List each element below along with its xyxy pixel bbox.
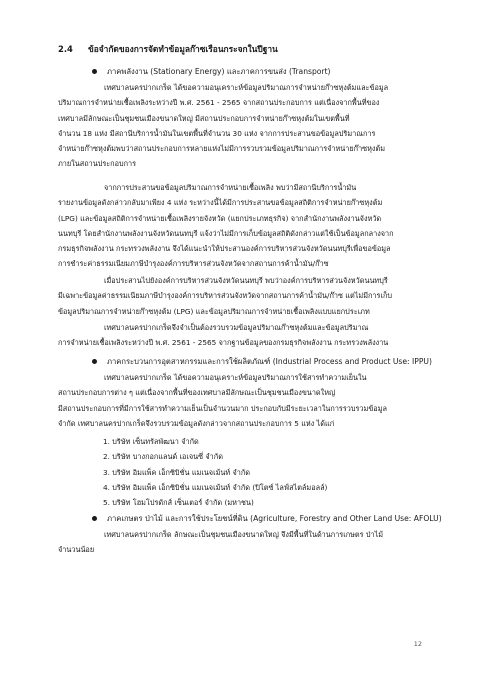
section-title: ข้อจำกัดของการจัดทำข้อมูลก๊าซเรือนกระจกในปีฐาน	[88, 44, 278, 54]
text-line: มีเฉพาะข้อมูลค่าธรรมเนียมภาษีบำรุงองค์การบริหารส่วนจังหวัดจากสถานการค้าน้ำมัน/ก๊าซ แต่ไม่มีการเก็บ	[58, 291, 392, 301]
text-line: เมื่อประสานไปยังองค์การบริหารส่วนจังหวัดนนทบุรี พบว่าองค์การบริหารส่วนจังหวัดนนทบุรี	[104, 276, 388, 285]
bullet-ippu-text: ภาคกระบวนการอุตสาหกรรมและการใช้ผลิตภัณฑ์ (Industrial Process and Product Use: IPPU)	[107, 357, 432, 366]
page-number: 12	[413, 640, 422, 648]
bullet-dot-icon	[92, 516, 97, 521]
bullet-afolu-text: ภาคเกษตร ป่าไม้ และการใช้ประโยชน์ที่ดิน (Agriculture, Forestry and Other Land Use: AFOLU)	[107, 514, 442, 523]
text-line: เทศบาลมีลักษณะเป็นชุมชนเมืองขนาดใหญ่ มีสถานประกอบการจำหน่ายก๊าซหุงต้มในเขตพื้นที่	[58, 113, 350, 123]
text-line: จำนวนน้อย	[58, 545, 95, 555]
text-line: เทศบาลนครปากเกร็ด ได้ขอความอนุเคราะห์ข้อมูลปริมาณการใช้สารทำความเย็นใน	[104, 373, 367, 382]
text-line: รายงานข้อมูลดังกล่าวกลับมาเพียง 4 แห่ง ระหว่างนี้ได้มีการประสานขอข้อมูลสถิติการจำหน่ายก๊าซหุงต้ม	[58, 198, 383, 208]
text-line: จำหน่ายก๊าซหุงต้มพบว่าสถานประกอบการหลายแห่งไม่มีการรวบรวมข้อมูลปริมาณการจำหน่ายก๊าซหุงต้ม	[58, 144, 386, 154]
afolu-paragraph-1	[58, 527, 428, 558]
transport-paragraph-1	[58, 80, 428, 172]
text-line: เทศบาลนครปากเกร็ดจึงจำเป็นต้องรวบรวมข้อมูลปริมาณก๊าซหุงต้มและข้อมูลปริมาณ	[104, 323, 369, 332]
text-line: เทศบาลนครปากเกร็ด ได้ขอความอนุเคราะห์ข้อมูลปริมาณการจำหน่ายก๊าซหุงต้มและข้อมูล	[104, 83, 389, 92]
text-line: จากการประสานขอข้อมูลปริมาณการจำหน่ายเชื้อเพลิง พบว่ามีสถานีบริการน้ำมัน	[104, 183, 357, 192]
bullet-dot-icon	[92, 359, 97, 364]
text-line: จำนวน 18 แห่ง มีสถานีบริการน้ำมันในเขตพื้นที่จำนวน 30 แห่ง จากการประสานขอข้อมูลปริมาณการ	[58, 128, 376, 138]
list-item: 5. บริษัท โฮมโปรดักส์ เซ็นเตอร์ จำกัด (มหาชน)	[103, 498, 254, 508]
text-line: ภายในสถานประกอบการ	[58, 159, 137, 169]
text-line: (LPG) และข้อมูลสถิติการจำหน่ายเชื้อเพลิงรายจังหวัด (แยกประเภทธุรกิจ) จากสำนักงานพลังงานจังหวัด	[58, 213, 382, 223]
bullet-dot-icon	[92, 69, 97, 74]
list-item: 3. บริษัท อิมแพ็ค เอ็กซิบิชั่น แมเนจเม้นท์ จำกัด	[103, 467, 251, 477]
ippu-paragraph-1	[58, 370, 428, 431]
text-line: นนทบุรี โดยสำนักงานพลังงานจังหวัดนนทบุรี แจ้งว่าไม่มีการเก็บข้อมูลสถิติดังกล่าวแต่ใช้เป็นข้อมูลกลางจาก	[58, 228, 394, 238]
transport-paragraph-2	[58, 180, 428, 272]
text-line: ปริมาณการจำหน่ายเชื้อเพลิงระหว่างปี พ.ศ. 2561 - 2565 จากสถานประกอบการ แต่เนื่องจากพื้นที่ของ	[58, 98, 380, 108]
transport-paragraph-4	[58, 320, 428, 351]
text-line: ข้อมูลปริมาณการจำหน่ายก๊าซหุงต้ม (LPG) และข้อมูลปริมาณการจำหน่ายเชื้อเพลิงแบบแยกประเภท	[58, 306, 370, 316]
text-line: เทศบาลนครปากเกร็ด ลักษณะเป็นชุมชนเมืองขนาดใหญ่ จึงมีพื้นที่ในด้านการเกษตร ป่าไม้	[104, 530, 384, 539]
company-list	[103, 434, 327, 510]
text-line: การจำหน่ายเชื้อเพลิงระหว่างปี พ.ศ. 2561 - 2565 จากฐานข้อมูลของกรมธุรกิจพลังงาน กระทรวงพลังงาน	[58, 338, 389, 348]
bullet-transport	[92, 66, 331, 78]
text-line: การชำระค่าธรรมเนียมภาษีบำรุงองค์การบริหารส่วนจังหวัดจากสถานการค้าน้ำมัน/ก๊าซ	[58, 259, 329, 269]
list-item: 2. บริษัท บางกอกแลนด์ เอเจนซี่ จำกัด	[103, 452, 223, 462]
text-line: มีสถานประกอบการที่มีการใช้สารทำความเย็นเป็นจำนวนมาก ประกอบกับมีระยะเวลาในการรวบรวมข้อมูล	[58, 403, 387, 413]
list-item: 4. บริษัท อิมแพ็ค เอ็กซิบิชั่น แมเนจเม้นท์ จำกัด (ปิโตซ์ ไลฟ์สไตล์มอลล์)	[103, 482, 328, 492]
text-line: กรมธุรกิจพลังงาน กระทรวงพลังงาน จึงได้แนะนำให้ประสานองค์การบริหารส่วนจังหวัดนนทบุรีเพื่อขอข้อมูล	[58, 244, 391, 254]
section-number: 2.4	[58, 44, 73, 54]
transport-paragraph-3	[58, 273, 428, 319]
section-heading	[58, 42, 278, 56]
text-line: สถานประกอบการต่าง ๆ แต่เนื่องจากพื้นที่ของเทศบาลมีลักษณะเป็นชุมชนเมืองขนาดใหญ่	[58, 388, 336, 398]
list-item: 1. บริษัท เซ็นทรัลพัฒนา จำกัด	[103, 437, 199, 446]
bullet-ippu	[92, 356, 432, 368]
bullet-afolu	[92, 513, 442, 525]
bullet-transport-text: ภาคพลังงาน (Stationary Energy) และภาคการขนส่ง (Transport)	[107, 67, 331, 76]
text-line: จำกัด เทศบาลนครปากเกร็ดจึงรวบรวมข้อมูลดังกล่าวจากสถานประกอบการ 5 แห่ง ได้แก่	[58, 418, 335, 428]
